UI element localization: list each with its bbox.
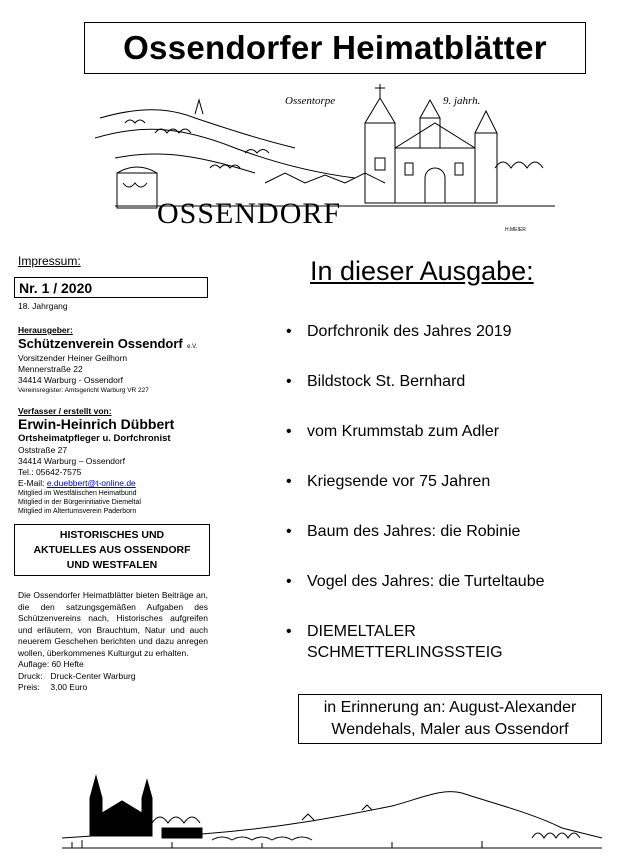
issue-number: Nr. 1 / 2020: [14, 277, 208, 298]
memory-box: [298, 694, 602, 744]
impressum-label: Impressum:: [18, 254, 81, 268]
bullet-icon: •: [286, 373, 292, 390]
author-block: [18, 406, 218, 516]
description-text: Die Ossendorfer Heimatblätter bieten Beiträge an, die den satzungsgemäßen Aufgaben des Schützenvereins nach, Historisches aufgreifen und erläutern, von Brauchtum, Natur und auch neuerem Geschehen berichten und dazu anregen wollen, überkommenes Kulturgut zu erhalten.: [18, 590, 208, 658]
section-box-line-1: HISTORISCHES UND: [59, 529, 165, 541]
publisher-label: Herausgeber:: [18, 325, 73, 335]
author-email-line: [18, 478, 218, 489]
membership-3: Mitglied im Altertumsverein Paderborn: [18, 508, 137, 515]
author-email-link[interactable]: e.duebbert@t-online.de: [46, 478, 136, 488]
volume: 18. Jahrgang: [18, 301, 68, 311]
publisher-name: Schützenverein Ossendorf: [18, 336, 183, 351]
membership-1: Mitglied im Westfälischen Heimatbund: [18, 490, 137, 497]
print-info-key: Preis:: [18, 682, 40, 692]
publisher-name-line: [18, 335, 218, 353]
author-city: 34414 Warburg – Ossendorf: [18, 456, 125, 466]
sketch-signature: H.MEIER: [505, 227, 526, 233]
village-skyline-illustration: [62, 768, 602, 858]
print-info-key: Druck:: [18, 670, 43, 681]
author-street: Oststraße 27: [18, 445, 68, 455]
village-sketch-illustration: [95, 78, 555, 238]
print-info-key: Auflage:: [18, 659, 50, 669]
publisher-suffix: e.V.: [187, 344, 198, 350]
author-role: Ortsheimatpfleger u. Dorfchronist: [18, 433, 171, 444]
print-info-1: [18, 659, 208, 671]
bullet-icon: •: [286, 523, 292, 540]
contents-item: • Kriegsende vor 75 Jahren: [286, 473, 491, 490]
print-info-value: 3,00 Euro: [50, 682, 88, 692]
contents-list: [286, 321, 606, 663]
contents-item: • Vogel des Jahres: die Turteltaube: [286, 573, 545, 590]
publisher-block: [18, 325, 218, 395]
memory-line-2: Wendehals, Maler aus Ossendorf: [331, 721, 569, 738]
membership-2: Mitglied in der Bürgerinitiative Diemeltal: [18, 499, 141, 506]
publisher-register: Vereinsregister: Amtsgericht Warburg VR 227: [18, 387, 149, 394]
bullet-icon: •: [286, 323, 292, 340]
print-info-value: 60 Hefte: [51, 659, 84, 669]
memory-line-1: in Erinnerung an: August-Alexander: [323, 699, 577, 716]
bullet-icon: •: [286, 423, 292, 440]
contents-item: • Bildstock St. Bernhard: [286, 373, 466, 390]
author-email-label: E-Mail:: [18, 478, 47, 488]
publisher-city: 34414 Warburg - Ossendorf: [18, 375, 124, 385]
contents-item: • Baum des Jahres: die Robinie: [286, 523, 521, 540]
section-box-line-3: UND WESTFALEN: [66, 559, 158, 571]
sketch-village-name: OSSENDORF: [157, 197, 342, 230]
publisher-chairman: Vorsitzender Heiner Geilhorn: [18, 353, 128, 363]
bullet-icon: •: [286, 623, 292, 640]
section-box: [14, 524, 210, 576]
author-phone: Tel.: 05642-7575: [18, 467, 82, 477]
author-label: Verfasser / erstellt von:: [18, 406, 112, 416]
print-info-value: Druck-Center Warburg: [50, 670, 136, 681]
contents-item: • Dorfchronik des Jahres 2019: [286, 323, 512, 340]
author-name: Erwin-Heinrich Dübbert: [18, 416, 175, 432]
print-info-2: [18, 671, 208, 683]
bullet-icon: •: [286, 573, 292, 590]
description: [18, 590, 208, 694]
masthead-title: Ossendorfer Heimatblätter: [84, 22, 586, 74]
print-info-3: [18, 682, 208, 694]
contents-item: • vom Krummstab zum Adler: [286, 423, 500, 440]
contents-item: • DIEMELTALER SCHMETTERLINGSSTEIG: [286, 623, 503, 661]
sketch-caption-right: 9. jahrh.: [443, 95, 481, 107]
publisher-street: Mennerstraße 22: [18, 364, 83, 374]
bullet-icon: •: [286, 473, 292, 490]
sketch-caption-left: Ossentorpe: [285, 95, 336, 107]
section-box-line-2: AKTUELLES AUS OSSENDORF: [33, 544, 191, 556]
contents-headline: In dieser Ausgabe:: [310, 256, 534, 286]
